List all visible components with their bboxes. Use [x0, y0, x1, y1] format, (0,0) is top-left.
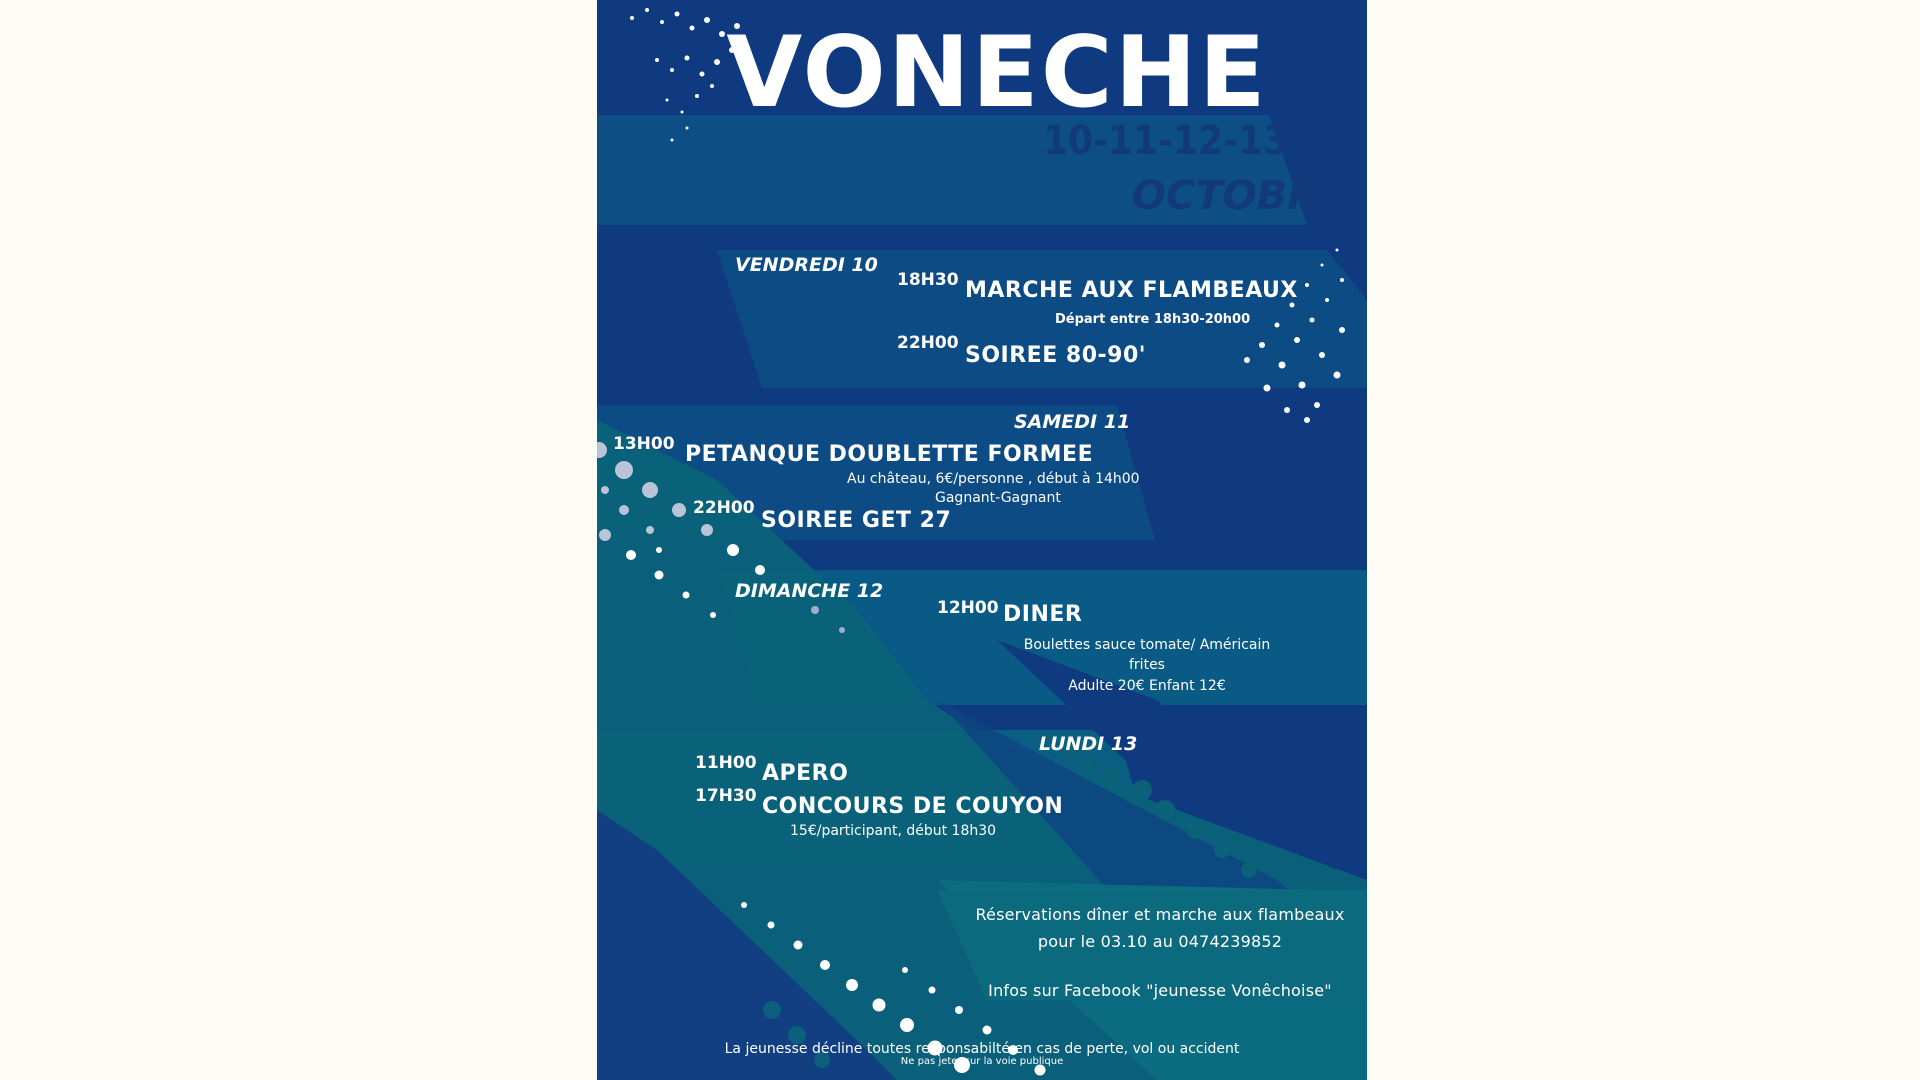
- monday-day-label: LUNDI 13: [1039, 733, 1138, 755]
- monday-note-1: 15€/participant, début 18h30: [790, 823, 997, 839]
- friday-time-1: 18H30: [897, 270, 959, 290]
- sunday-note-1: Boulettes sauce tomate/ Américain: [1023, 637, 1271, 653]
- monday-time-2: 17H30: [695, 786, 757, 806]
- friday-time-2: 22H00: [897, 333, 959, 353]
- saturday-note-2: Gagnant-Gagnant: [935, 490, 1061, 506]
- saturday-event-2: SOIREE GET 27: [761, 508, 952, 533]
- sunday-event-1: DINER: [1003, 602, 1083, 627]
- saturday-event-1: PETANQUE DOUBLETTE FORMEE: [685, 442, 1094, 467]
- monday-event-1: APERO: [762, 761, 849, 786]
- poster-month: OCTOBRE: [1132, 173, 1346, 219]
- sunday-time-1: 12H00: [937, 598, 999, 618]
- sunday-note-3: Adulte 20€ Enfant 12€: [1068, 678, 1226, 694]
- friday-day-label: VENDREDI 10: [735, 254, 878, 276]
- event-poster: [597, 0, 1367, 1080]
- saturday-time-1: 13H00: [613, 434, 675, 454]
- reservation-line-2: pour le 03.10 au 0474239852: [1037, 932, 1283, 951]
- saturday-time-2: 22H00: [693, 498, 755, 518]
- monday-event-2: CONCOURS DE COUYON: [762, 794, 1064, 819]
- saturday-day-label: SAMEDI 11: [1014, 411, 1131, 433]
- sunday-day-label: DIMANCHE 12: [735, 580, 884, 602]
- friday-event-2: SOIREE 80-90': [965, 343, 1146, 368]
- saturday-note-1: Au château, 6€/personne , début à 14h00: [847, 471, 1140, 487]
- litter-notice: Ne pas jeter sur la voie publique: [900, 1056, 1064, 1067]
- poster-dates: 10-11-12-13: [1043, 118, 1289, 164]
- reservation-line-1: Réservations dîner et marche aux flambeaux: [975, 905, 1345, 924]
- poster-title: VONECHE: [726, 16, 1268, 130]
- friday-note-1: Départ entre 18h30-20h00: [1055, 312, 1251, 327]
- monday-time-1: 11H00: [695, 753, 757, 773]
- friday-event-1: MARCHE AUX FLAMBEAUX: [965, 278, 1298, 303]
- sunday-note-2: frites: [1129, 657, 1165, 673]
- facebook-info: Infos sur Facebook "jeunesse Vonêchoise": [988, 981, 1332, 1000]
- disclaimer: La jeunesse décline toutes responsabilté en cas de perte, vol ou accident: [724, 1041, 1240, 1057]
